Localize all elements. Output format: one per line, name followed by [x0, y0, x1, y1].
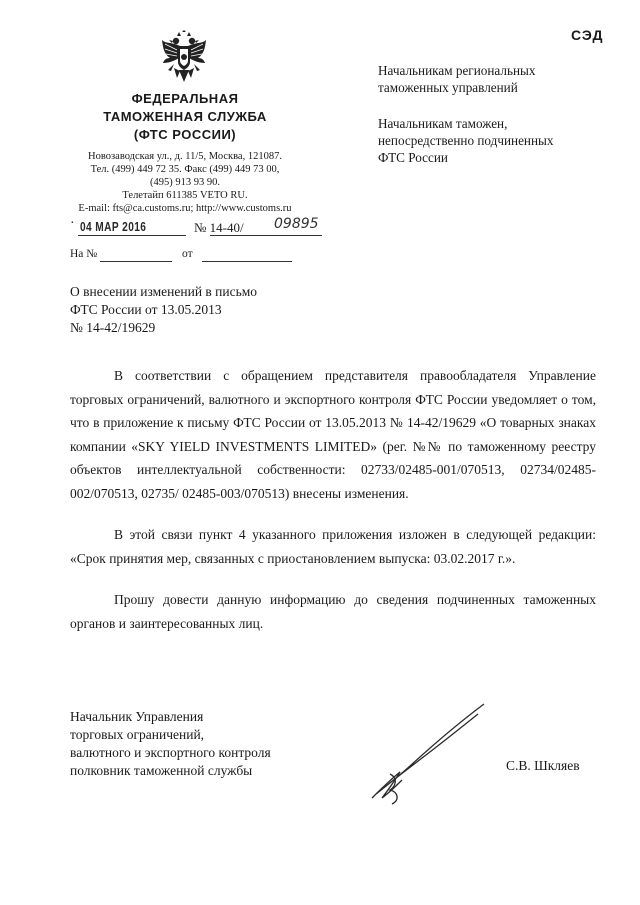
date-underline	[78, 235, 186, 236]
signatory-title	[70, 708, 330, 780]
reply-reference	[70, 248, 300, 268]
recipient-line: ФТС России	[378, 150, 448, 165]
organization-line: (ФТС РОССИИ)	[133, 127, 237, 142]
reply-date-label: от	[182, 248, 193, 260]
organization-line: ТАМОЖЕННАЯ СЛУЖБА	[103, 109, 267, 124]
contact-line: Телетайп 611385 VETO RU.	[122, 190, 248, 201]
letter-subject	[70, 283, 330, 337]
contact-line: (495) 913 93 90.	[150, 177, 220, 188]
organization-contacts	[70, 150, 300, 215]
signatory-title-line: торговых ограничений,	[70, 727, 205, 742]
body-paragraph: Прошу довести данную информацию до сведения подчиненных таможенных органов и заинтересованных лиц.	[70, 592, 596, 631]
handwritten-signature-icon	[360, 700, 500, 810]
recipient-line: Начальникам таможен,	[378, 116, 508, 131]
signatory-title-line: валютного и экспортного контроля	[70, 745, 271, 760]
subject-line: № 14-42/19629	[70, 320, 156, 335]
contact-line: E-mail: fts@ca.customs.ru; http://www.customs.ru	[78, 203, 292, 214]
outgoing-number-label: № 14-40/	[194, 220, 244, 235]
body-paragraph: В этой связи пункт 4 указанного приложения изложен в следующей редакции: «Срок принятия мер, связанных с приостановлением выпуска: 03.02.2017 г.».	[70, 527, 596, 566]
signer-name: С.В. Шкляев	[506, 758, 580, 773]
outgoing-reference	[70, 216, 319, 243]
contact-line: Тел. (499) 449 72 35. Факс (499) 449 73 00,	[90, 164, 280, 175]
reply-number-blank	[100, 261, 172, 262]
subject-line: О внесении изменений в письмо	[70, 284, 258, 299]
reply-date-blank	[202, 261, 292, 262]
date-dot: ·	[70, 216, 75, 231]
recipient	[378, 115, 618, 166]
recipient-line: таможенных управлений	[378, 80, 518, 95]
contact-line: Новозаводская ул., д. 11/5, Москва, 121087.	[88, 151, 282, 162]
recipient	[378, 62, 618, 96]
organization-name	[70, 90, 300, 144]
body-paragraph: В соответствии с обращением представителя правообладателя Управление торговых ограничений, валютного и экспортного контроля ФТС России уведомляет о том, что в приложение к письму ФТС России от 13.05.2013 № 14-42/19629 «О товарных знаках компании «SKY YIELD INVESTMENTS LIMITED» (рег. №№ по таможенному реестру объектов интеллектуальной собственности: 02733/02485-001/070513, 02734/02485-002/070513, 02735/ 02485-003/070513) внесены изменения.	[70, 368, 596, 501]
subject-line: ФТС России от 13.05.2013	[70, 302, 222, 317]
recipient-line: непосредственно подчиненных	[378, 133, 554, 148]
organization-line: ФЕДЕРАЛЬНАЯ	[131, 91, 239, 106]
double-headed-eagle-icon	[160, 30, 208, 86]
signatory-title-line: полковник таможенной службы	[70, 763, 253, 778]
recipient-line: Начальникам региональных	[378, 63, 536, 78]
reply-number-label: На №	[70, 248, 98, 260]
signatory-title-line: Начальник Управления	[70, 709, 204, 724]
date-stamp: 04 МАР 2016	[80, 219, 147, 234]
letter-body	[70, 364, 596, 635]
sed-mark: СЭД	[571, 27, 604, 43]
recipients-block	[378, 62, 618, 185]
number-underline	[210, 235, 322, 236]
outgoing-number-handwritten: 09895	[274, 216, 319, 232]
